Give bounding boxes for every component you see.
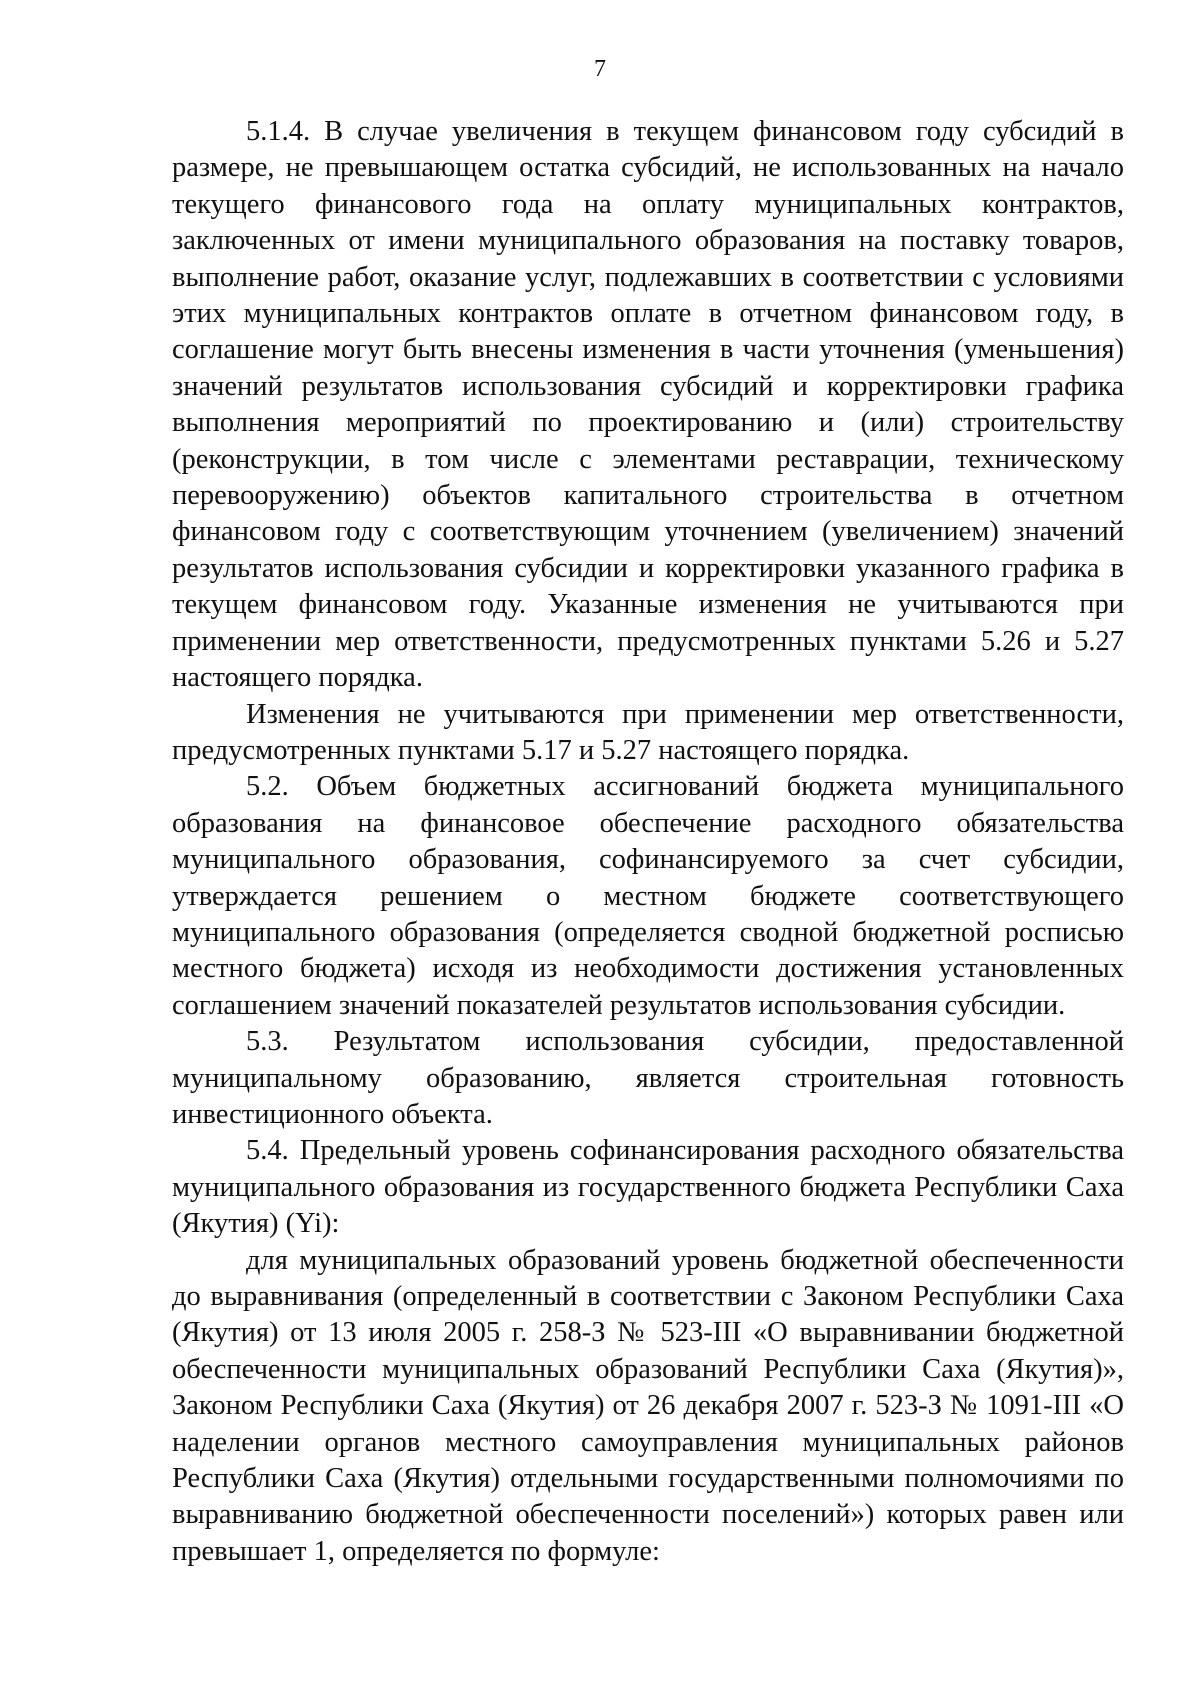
paragraph-5-4: 5.4. Предельный уровень софинансирования расходного обязательства муниципального образования из государственного бюджета Республики Саха (Якутия) (Yi): (172, 1135, 1124, 1240)
document-body (172, 114, 1124, 1570)
page-number: 7 (594, 56, 606, 82)
paragraph-changes-note: Изменения не учитываются при применении мер ответственности, предусмотренных пунктами 5.17 и 5.27 настоящего порядка. (172, 698, 1124, 766)
paragraph-5-1-4: 5.1.4. В случае увеличения в текущем финансовом году субсидий в размере, не превышающем остатка субсидий, не использованных на начало текущего финансового года на оплату муниципальных контрактов, заключенных от имени муниципального образования на поставку товаров, выполнение работ, оказание услуг, подлежавших в соответствии с условиями этих муниципальных контрактов оплате в отчетном финансовом году, в соглашение могут быть внесены изменения в части уточнения (уменьшения) значений результатов использования субсидий и корректировки графика выполнения мероприятий по проектированию и (или) строительству (реконструкции, в том числе с элементами реставрации, техническому перевооружению) объектов капитального строительства в отчетном финансовом году с соответствующим уточнением (увеличением) значений результатов использования субсидии и корректировки указанного графика в текущем финансовом году. Указанные изменения не учитываются при применении мер ответственности, предусмотренных пунктами 5.26 и 5.27 настоящего порядка. (172, 116, 1124, 694)
paragraph-5-2: 5.2. Объем бюджетных ассигнований бюджета муниципального образования на финансовое обеспечение расходного обязательства муниципального образования, софинансируемого за счет субсидии, утверждается решением о местном бюджете соответствующего муниципального образования (определяется сводной бюджетной росписью местного бюджета) исходя из необходимости достижения установленных соглашением значений показателей результатов использования субсидии. (172, 771, 1124, 1021)
paragraph-5-4-condition: для муниципальных образований уровень бюджетной обеспеченности до выравнивания (определенный в соответствии с Законом Республики Саха (Якутия) от 13 июля 2005 г. 258-З № 523-III «О выравнивании бюджетной обеспеченности муниципальных образований Республики Саха (Якутия)», Законом Республики Саха (Якутия) от 26 декабря 2007 г. 523-З № 1091-III «О наделении органов местного самоуправления муниципальных районов Республики Саха (Якутия) отдельными государственными полномочиями по выравниванию бюджетной обеспеченности поселений») которых равен или превышает 1, определяется по формуле: (172, 1244, 1124, 1567)
paragraph-5-3: 5.3. Результатом использования субсидии, предоставленной муниципальному образованию, является строительная готовность инвестиционного объекта. (172, 1026, 1124, 1130)
